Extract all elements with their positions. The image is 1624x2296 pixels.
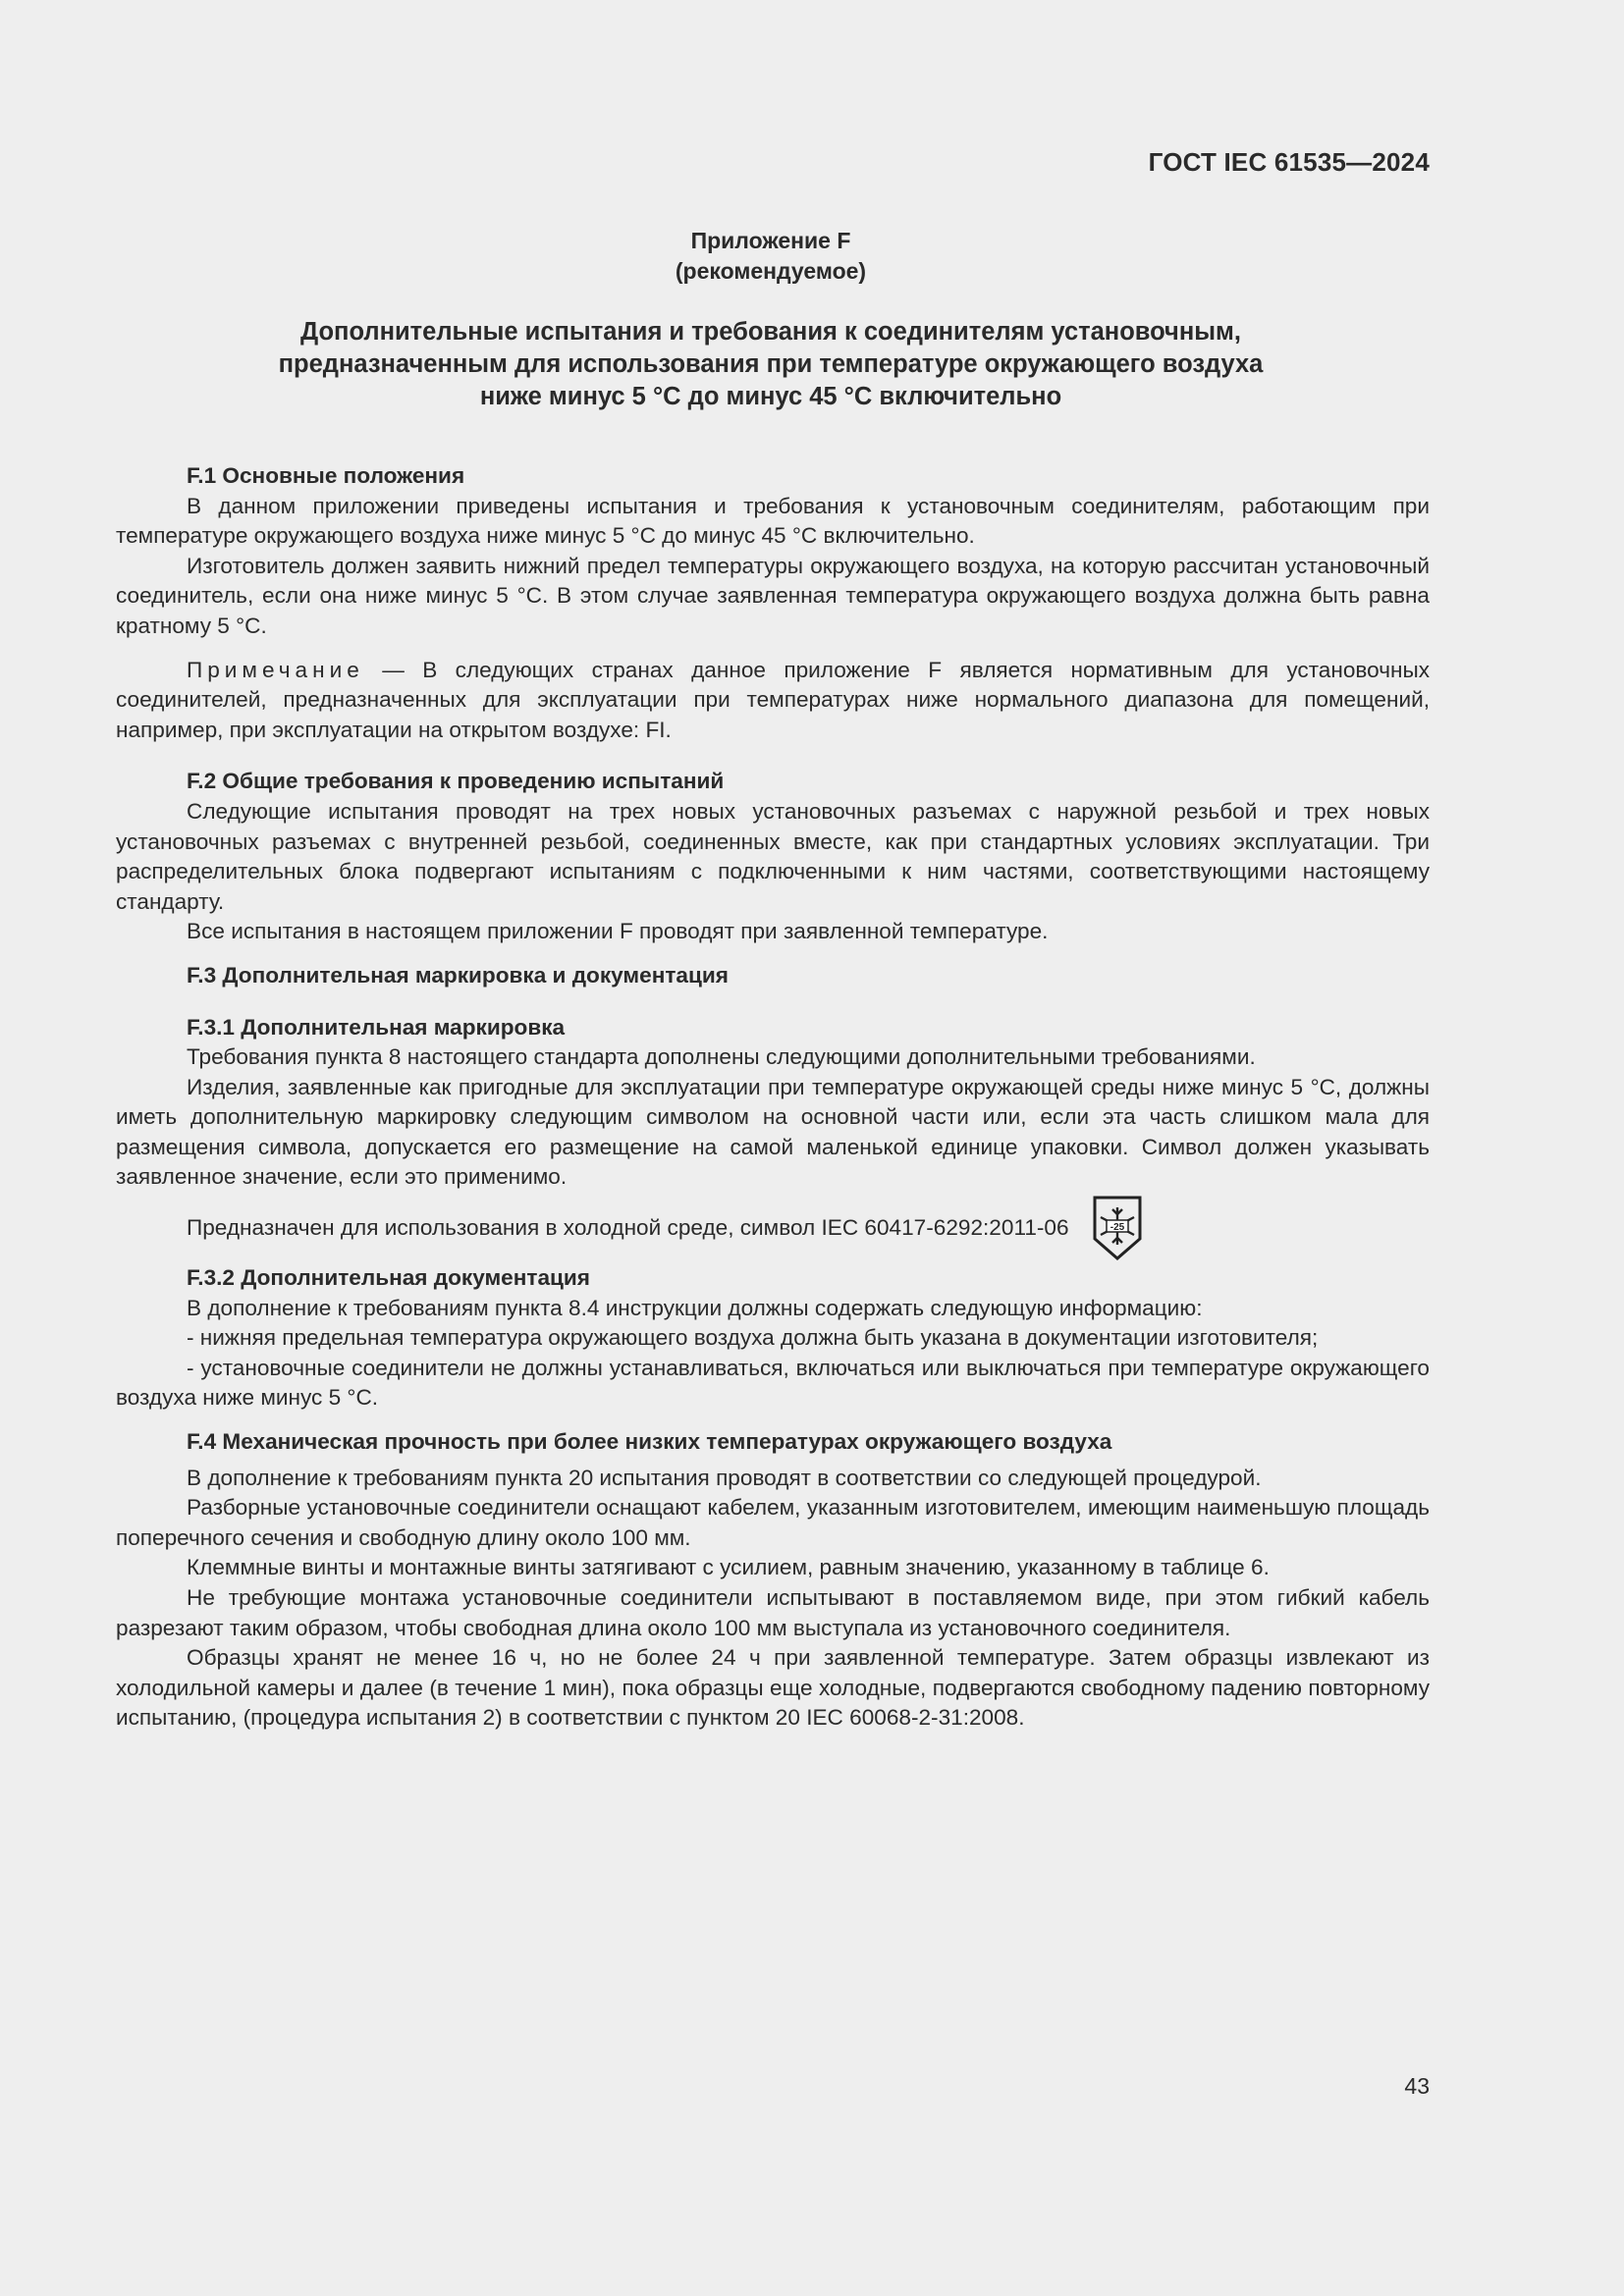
section-f4-paragraph-3: Клеммные винты и монтажные винты затягивают с усилием, равным значению, указанному в таблице 6. — [187, 1555, 1270, 1580]
section-f4-paragraph-2: Разборные установочные соединители оснащают кабелем, указанным изготовителем, имеющим наименьшую площадь поперечного сечения и свободную длину около 100 мм. — [116, 1495, 1430, 1550]
appendix-title-line-2: предназначенным для использования при температуре окружающего воздуха — [278, 350, 1264, 378]
section-f4-paragraph-1: В дополнение к требованиям пункта 20 испытания проводят в соответствии со следующей процедурой. — [187, 1465, 1262, 1490]
cold-symbol-caption: Предназначен для использования в холодной среде, символ IEC 60417-6292:2011-06 — [187, 1214, 1069, 1240]
cold-symbol-line — [116, 1193, 1430, 1263]
appendix-heading — [0, 226, 1542, 287]
section-f4-heading: F.4 Механическая прочность при более низких температурах окружающего воздуха — [187, 1429, 1112, 1455]
section-f4-paragraph-4: Не требующие монтажа установочные соединители испытывают в поставляемом виде, при этом гибкий кабель разрезают таким образом, чтобы свободная длина около 100 мм выступала из установочного соединителя. — [116, 1585, 1430, 1640]
section-f4-paragraph-5: Образцы хранят не менее 16 ч, но не более 24 ч при заявленной температуре. Затем образцы извлекают из холодильной камеры и далее (в течение 1 мин), пока образцы еще холодные, подвергаются свободному падению повторному испытанию, (процедура испытания 2) в соответствии с пунктом 20 IEC 60068-2-31:2008. — [116, 1645, 1430, 1731]
section-f31-paragraph-1: Требования пункта 8 настоящего стандарта дополнены следующими дополнительными требованиями. — [187, 1044, 1256, 1070]
document-code: ГОСТ IEC 61535—2024 — [1148, 147, 1430, 177]
section-f1-paragraph-1: В данном приложении приведены испытания и требования к установочным соединителям, работающим при температуре окружающего воздуха ниже минус 5 °C до минус 45 °C включительно. — [116, 493, 1430, 549]
section-f32-paragraph-1: В дополнение к требованиям пункта 8.4 инструкции должны содержать следующую информацию: — [187, 1295, 1203, 1320]
appendix-title-line-3: ниже минус 5 °C до минус 45 °C включительно — [479, 383, 1062, 410]
document-body — [116, 461, 1430, 1734]
cold-symbol-value: -25 — [1110, 1222, 1124, 1234]
section-f3-heading: F.3 Дополнительная маркировка и документация — [187, 962, 729, 988]
section-f32-list-item-2: - установочные соединители не должны устанавливаться, включаться или выключаться при температуре окружающего воздуха ниже минус 5 °C. — [116, 1355, 1430, 1411]
section-f2-paragraph-1: Следующие испытания проводят на трех новых установочных разъемах с наружной резьбой и трех новых установочных разъемах с внутренней резьбой, соединенных вместе, как при стандартных условиях эксплуатации. Три распределительных блока подвергают испытаниям с подключенными к ним частями, соответствующими настоящему стандарту. — [116, 798, 1430, 914]
section-f1-paragraph-2: Изготовитель должен заявить нижний предел температуры окружающего воздуха, на которую рассчитан установочный соединитель, если она ниже минус 5 °C. В этом случае заявленная температура окружающего воздуха должна быть равна кратному 5 °C. — [116, 553, 1430, 638]
snowflake-cold-environment-icon — [1091, 1194, 1144, 1262]
section-f2-paragraph-2: Все испытания в настоящем приложении F проводят при заявленной температуре. — [187, 919, 1049, 944]
section-f1-note — [116, 656, 1430, 746]
section-f32-heading: F.3.2 Дополнительная документация — [187, 1265, 590, 1291]
appendix-title-line-1: Дополнительные испытания и требования к соединителям установочным, — [300, 318, 1241, 346]
section-f31-paragraph-2: Изделия, заявленные как пригодные для эксплуатации при температуре окружающей среды ниже минус 5 °C, должны иметь дополнительную маркировку следующим символом на основной части или, если эта часть слишком мала для размещения символа, допускается его размещение на самой маленькой единице упаковки. Символ должен указывать заявленное значение, если это применимо. — [116, 1074, 1430, 1190]
appendix-title — [0, 316, 1542, 413]
section-f2-heading: F.2 Общие требования к проведению испытаний — [187, 769, 725, 794]
section-f31-heading: F.3.1 Дополнительная маркировка — [187, 1014, 566, 1040]
page-number: 43 — [1404, 2073, 1430, 2099]
section-f1-heading: F.1 Основные положения — [187, 463, 465, 488]
note-text: — В следующих странах данное приложение F является нормативным для установочных соединителей, предназначенных для эксплуатации при температурах ниже нормального диапазона для помещений, например, при эксплуатации на открытом воздухе: FI. — [116, 657, 1430, 742]
note-label: Примечание — [187, 657, 364, 682]
appendix-status: (рекомендуемое) — [675, 258, 867, 284]
appendix-label: Приложение F — [690, 228, 851, 253]
section-f32-list-item-1: - нижняя предельная температура окружающего воздуха должна быть указана в документации изготовителя; — [187, 1325, 1319, 1351]
